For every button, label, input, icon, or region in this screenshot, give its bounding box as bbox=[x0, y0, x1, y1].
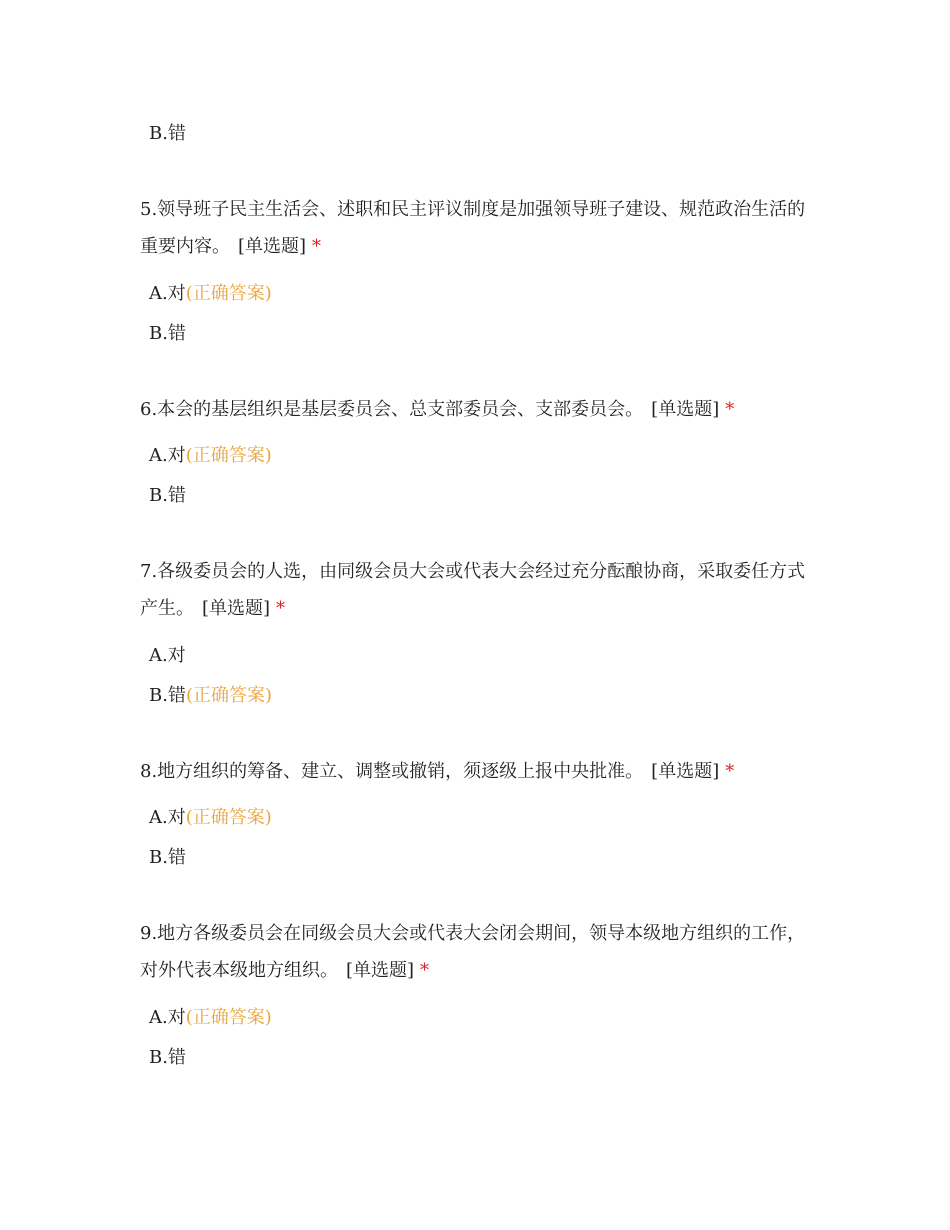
question-text: 8.地方组织的筹备、建立、调整或撤销，须逐级上报中央批准。 bbox=[140, 761, 644, 782]
question-type: [单选题] bbox=[346, 960, 415, 981]
option-label: A.对 bbox=[149, 645, 186, 666]
q8-option-b[interactable] bbox=[149, 846, 186, 870]
question-8 bbox=[140, 753, 815, 790]
question-text: 9.地方各级委员会在同级会员大会或代表大会闭会期间，领导本级地方组织的工作，对外代表本级地方组织。 bbox=[140, 923, 806, 981]
option-label: B.错 bbox=[149, 485, 186, 506]
question-type: [单选题] bbox=[651, 399, 720, 420]
q9-option-a[interactable] bbox=[149, 1006, 272, 1030]
q6-option-b[interactable] bbox=[149, 484, 186, 508]
question-type: [单选题] bbox=[202, 598, 271, 619]
question-9 bbox=[140, 915, 815, 989]
question-text: 6.本会的基层组织是基层委员会、总支部委员会、支部委员会。 bbox=[140, 399, 644, 420]
question-5 bbox=[140, 191, 815, 265]
correct-answer-tag: (正确答案) bbox=[185, 1007, 272, 1028]
option-label: B.错 bbox=[149, 685, 186, 706]
option-label: B.错 bbox=[149, 1047, 186, 1068]
required-mark: * bbox=[276, 598, 286, 619]
question-text: 7.各级委员会的人选，由同级会员大会或代表大会经过充分酝酿协商，采取委任方式产生。 bbox=[140, 561, 806, 619]
question-type: [单选题] bbox=[238, 236, 307, 257]
required-mark: * bbox=[725, 399, 735, 420]
question-type: [单选题] bbox=[651, 761, 720, 782]
q4-option-b[interactable] bbox=[149, 122, 186, 146]
required-mark: * bbox=[312, 236, 322, 257]
q9-option-b[interactable] bbox=[149, 1046, 186, 1070]
q7-option-b[interactable] bbox=[149, 684, 272, 708]
question-7 bbox=[140, 553, 815, 627]
q5-option-a[interactable] bbox=[149, 282, 272, 306]
correct-answer-tag: (正确答案) bbox=[185, 283, 272, 304]
option-label: A.对 bbox=[149, 807, 186, 828]
q5-option-b[interactable] bbox=[149, 322, 186, 346]
question-6 bbox=[140, 391, 815, 428]
option-label: A.对 bbox=[149, 1007, 186, 1028]
question-text: 5.领导班子民主生活会、述职和民主评议制度是加强领导班子建设、规范政治生活的重要内容。 bbox=[140, 199, 806, 257]
correct-answer-tag: (正确答案) bbox=[185, 445, 272, 466]
option-label: B.错 bbox=[149, 123, 186, 144]
correct-answer-tag: (正确答案) bbox=[185, 685, 272, 706]
option-label: A.对 bbox=[149, 445, 186, 466]
required-mark: * bbox=[420, 960, 430, 981]
option-label: B.错 bbox=[149, 323, 186, 344]
option-label: B.错 bbox=[149, 847, 186, 868]
q8-option-a[interactable] bbox=[149, 806, 272, 830]
option-label: A.对 bbox=[149, 283, 186, 304]
required-mark: * bbox=[725, 761, 735, 782]
correct-answer-tag: (正确答案) bbox=[185, 807, 272, 828]
q7-option-a[interactable] bbox=[149, 644, 186, 668]
q6-option-a[interactable] bbox=[149, 444, 272, 468]
